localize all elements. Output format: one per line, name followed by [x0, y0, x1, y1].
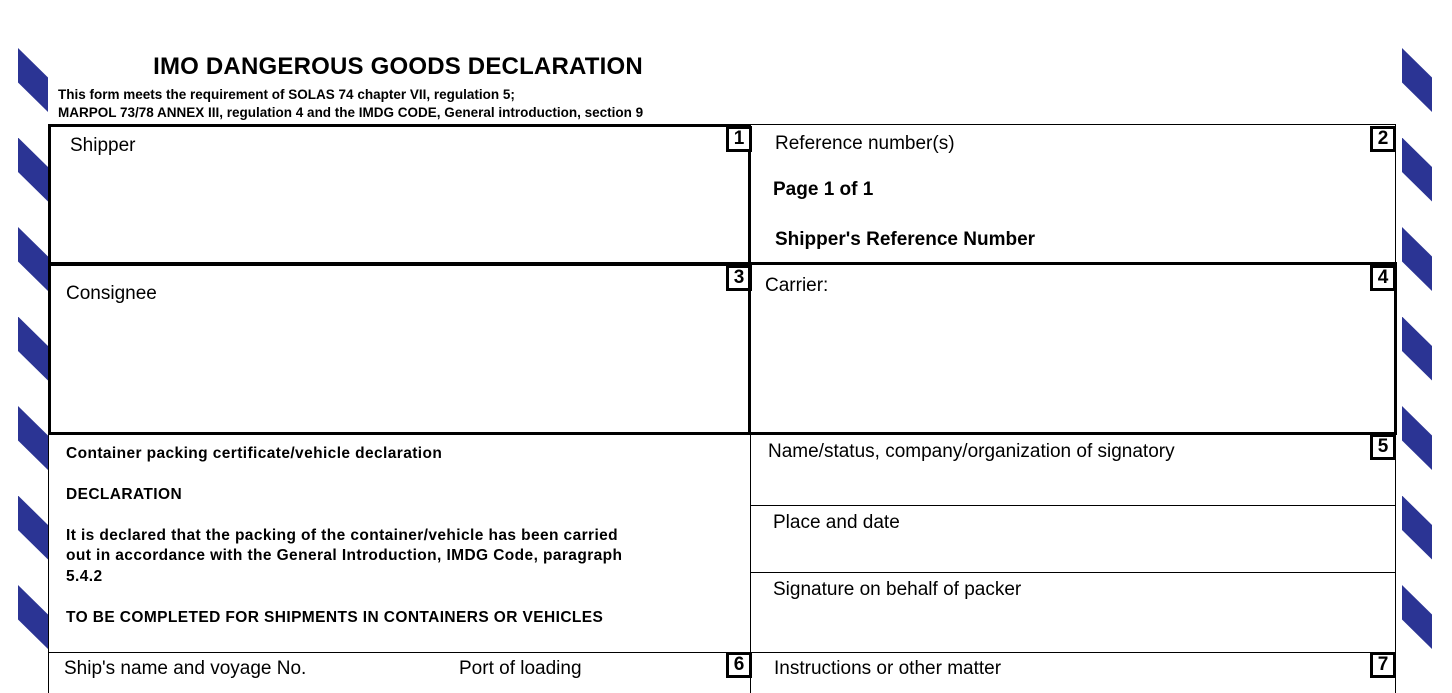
instructions-box[interactable]: [750, 653, 1396, 693]
right-hazard-stripes: [1402, 0, 1432, 673]
hazard-stripe: [18, 227, 48, 291]
hazard-stripe: [1402, 585, 1432, 649]
signatory-box: [750, 432, 1396, 654]
shipper-label: Shipper: [70, 135, 136, 156]
instructions-label: Instructions or other matter: [774, 658, 1002, 679]
declaration-text-line2: out in accordance with the General Introduction, IMDG Code, paragraph: [66, 547, 623, 564]
box-number-2: 2: [1370, 126, 1396, 152]
completion-note: TO BE COMPLETED FOR SHIPMENTS IN CONTAINERS OR VEHICLES: [66, 609, 604, 626]
carrier-box[interactable]: [748, 262, 1397, 435]
hazard-stripe: [1402, 317, 1432, 381]
box-number-5: 5: [1370, 434, 1396, 460]
container-certificate-box: [48, 432, 751, 654]
shipper-box[interactable]: [48, 124, 751, 266]
hazard-stripe: [1402, 227, 1432, 291]
hazard-stripe: [18, 138, 48, 202]
hazard-stripe: [18, 406, 48, 470]
box-number-6: 6: [726, 652, 752, 678]
box-number-3: 3: [726, 265, 752, 291]
hazard-stripe: [1402, 138, 1432, 202]
place-date-label: Place and date: [773, 512, 900, 533]
container-cert-heading: Container packing certificate/vehicle declaration: [66, 445, 443, 462]
port-loading-label: Port of loading: [459, 658, 582, 679]
hazard-stripe: [1402, 496, 1432, 560]
hazard-stripe: [18, 48, 48, 112]
box-number-1: 1: [726, 126, 752, 152]
declaration-title: DECLARATION: [66, 486, 183, 503]
hazard-stripe: [1402, 406, 1432, 470]
form-subtitle-line2: MARPOL 73/78 ANNEX III, regulation 4 and the IMDG CODE, General introduction, section 9: [58, 105, 644, 120]
consignee-box[interactable]: [48, 262, 751, 435]
declaration-text-line3: 5.4.2: [66, 568, 103, 585]
shipper-reference-label: Shipper's Reference Number: [775, 229, 1036, 250]
signatory-divider-2: [750, 572, 1395, 573]
consignee-label: Consignee: [66, 283, 157, 304]
ship-box[interactable]: [48, 653, 751, 693]
box-number-7: 7: [1370, 652, 1396, 678]
hazard-stripe: [18, 585, 48, 649]
hazard-stripe: [18, 317, 48, 381]
box-number-4: 4: [1370, 265, 1396, 291]
ship-name-label: Ship's name and voyage No.: [64, 658, 307, 679]
reference-label: Reference number(s): [775, 133, 955, 154]
signature-label: Signature on behalf of packer: [773, 579, 1022, 600]
signatory-divider-1: [750, 505, 1395, 506]
left-hazard-stripes: [18, 0, 48, 673]
name-status-label: Name/status, company/organization of signatory: [768, 441, 1175, 462]
form-title: IMO DANGEROUS GOODS DECLARATION: [153, 53, 643, 80]
hazard-stripe: [18, 496, 48, 560]
declaration-text-line1: It is declared that the packing of the container/vehicle has been carried: [66, 527, 619, 544]
reference-box[interactable]: [750, 124, 1396, 266]
page-count: Page 1 of 1: [773, 179, 874, 200]
form-subtitle-line1: This form meets the requirement of SOLAS 74 chapter VII, regulation 5;: [58, 87, 515, 102]
hazard-stripe: [1402, 48, 1432, 112]
carrier-label: Carrier:: [765, 275, 829, 296]
